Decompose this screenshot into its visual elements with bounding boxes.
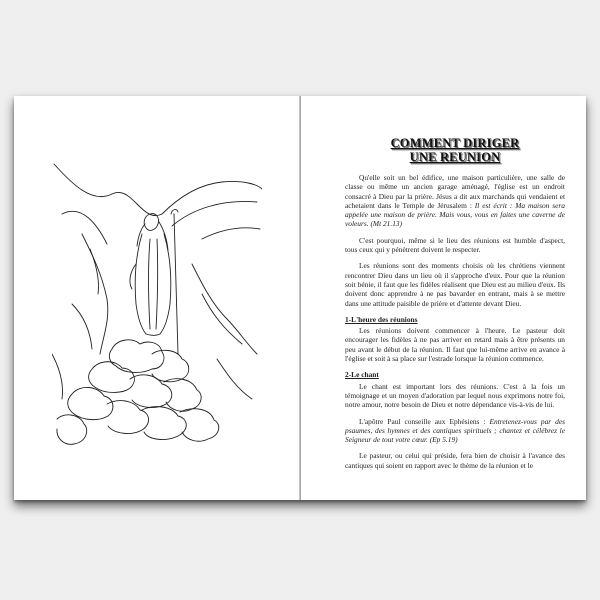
paragraph-pastor: Le pasteur, ou celui qui préside, fera bien de choisir à l'avance des cantiques qui soient en rapport avec le thème de la réunion et le [345,451,565,470]
open-book [14,96,586,500]
paragraph-respect: C'est pourquoi, même si le lieu des réunions est humble d'aspect, tous ceux qui y pénètrent doivent le respecter. [345,235,565,255]
shepherd-with-sheep-illustration [52,154,262,454]
left-page [14,96,299,500]
paragraph-hours: Les réunions doivent commencer à l'heure. Le pasteur doit encourager les fidèles à ne pas arriver en retard mais à être présents un peu avant le début de la réunion. Il faut que lui-même arrive en avance à l'église et soit à sa place sur l'estrade lorsque la réunion commence. [345,326,565,364]
section-heading-singing: 2-Le chant [345,370,379,380]
paragraph-meetings: Les réunions sont des moments choisis où les chrétiens viennent rencontrer Dieu dans un lieu où il s'approche d'eux. Pour que la réunion soit bénie, il faut que les fidèles réalisent que Dieu est au milieu d'eux. Ils doivent donc apprendre à ne pas bavarder en entrant, mais à se mettre dans une attitude paisible de prière et d'attente devant Dieu. [345,261,565,308]
section-heading-hours: 1-L'heure des réunions [345,314,418,324]
paragraph-paul [345,417,565,445]
page-content [345,136,565,477]
paragraph-singing: Le chant est important lors des réunions. C'est à la fois un témoignage et un moyen d'adoration par lequel nous exprimons notre foi, notre amour, notre besoin de Dieu et notre dépendance vis-à-vis de lui. [345,381,565,410]
paragraph-paul-text: L'apôtre Paul conseille aux Ephésiens : [359,416,490,426]
right-page [301,96,586,500]
title-wrap [345,136,565,164]
chapter-title: COMMENT DIRIGER UNE REUNION [390,136,520,164]
scripture-quote-mt: Il est écrit : Ma maison sera appelée une maison de prière. Mais vous, vous en faites une caverne de voleurs. (Mt 21.13) [345,200,565,229]
paragraph-intro [345,173,565,229]
paragraph-intro-text: Qu'elle soit un bel édifice, une maison particulière, une salle de classe ou même un ancien garage aménagé, l'église est un endroit consacré à Dieu par la prière. Jésus a dit aux marchands qui vendaient et achetaient dans le Temple de Jérusalem : [345,173,565,210]
scripture-quote-ep: Entretenez-vous par des psaumes, des hymnes et des cantiques spirituels ; chantez et célébrez le Seigneur de tout votre cœur. (Ep 5.19) [345,416,566,445]
